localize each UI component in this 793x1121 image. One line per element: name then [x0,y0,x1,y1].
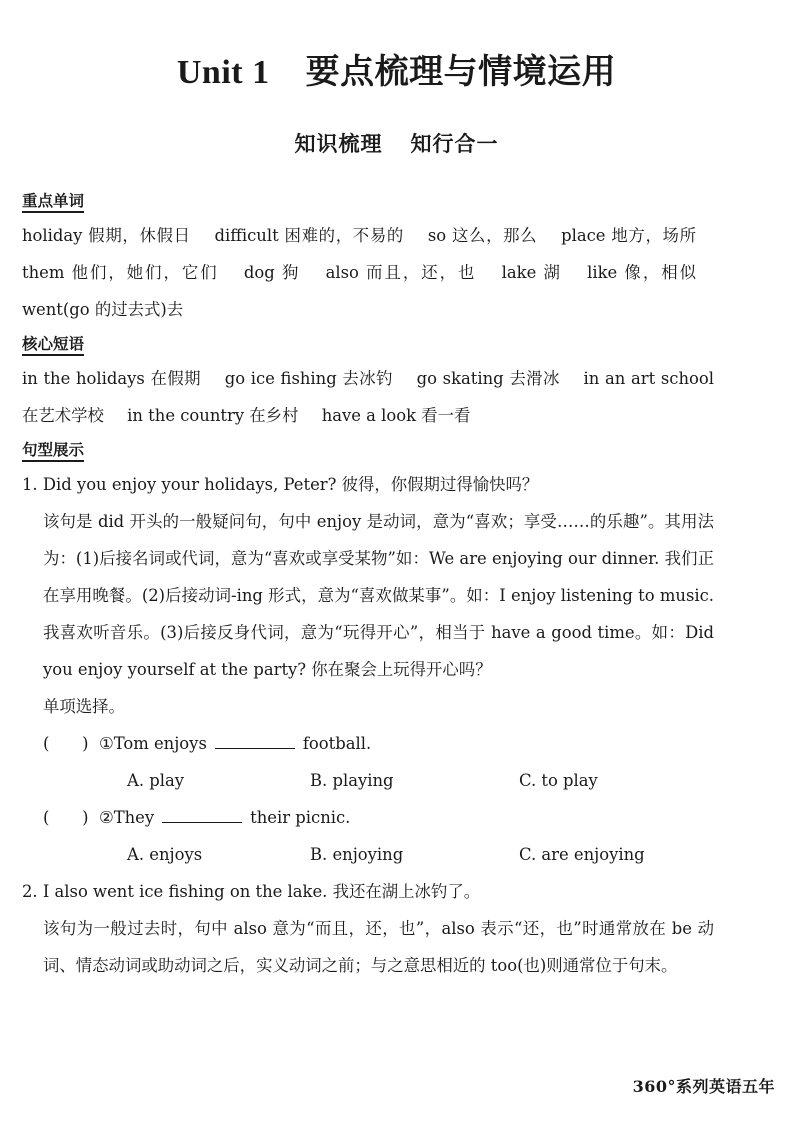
series-footer: 360°系列英语五年 [632,1077,775,1096]
subtitle-left: 知识梳理 [294,132,383,156]
option-c[interactable]: C. to play [519,771,598,790]
question-stem: ①Tom enjoys [99,734,207,753]
sentence-item-1 [22,466,714,873]
section-heading-phrases: 核心短语 [22,328,714,360]
phrase-list [22,360,714,434]
phrase-entry: in an art school 在艺术学校 [22,369,714,425]
word-entry: went(go 的过去式)去 [22,300,184,319]
sentence-item-2 [22,873,714,984]
unit-label: Unit 1 [176,54,270,91]
section-heading-sentences: 句型展示 [22,434,714,466]
option-a[interactable]: A. enjoys [127,845,203,864]
exercise-label: 单项选择。 [43,697,125,716]
question-stem-end: football. [302,734,372,753]
answer-blank[interactable] [162,806,242,823]
sentence-explanation: 该句为一般过去时，句中 also 意为“而且，还，也”，also 表示“还，也”时通常放在 be 动词、情态动词或助动词之后，实义动词之前；与之意思相近的 too(也)则通常位于句末。 [43,919,714,975]
phrase-entry: in the holidays 在假期 [22,369,202,388]
exercise-question [22,799,714,873]
section-subtitle [0,128,793,160]
key-sentence: 2. I also went ice fishing on the lake. 我还在湖上冰钓了。 [22,882,481,901]
word-entry: like 像，相似 [587,263,696,282]
word-entry: them 他们，她们，它们 [22,263,219,282]
option-row [22,836,714,873]
question-stem-end: their picnic. [250,808,351,827]
unit-topic: 要点梳理与情境运用 [305,54,617,91]
sentence-explanation: 该句是 did 开头的一般疑问句，句中 enjoy 是动词，意为“喜欢；享受……的乐趣”。其用法为：(1)后接名词或代词，意为“喜欢或享受某物”如：We are enjoying our dinner. 我们正在享用晚餐。(2)后接动词-ing 形式，意为“喜欢做某事”。如：I enjoy listening to music. 我喜欢听音乐。(3)后接反身代词，意为“玩得开心”，相当于 have a good time。如：Did you enjoy yourself at the party? 你在聚会上玩得开心吗？ [43,512,714,679]
word-entry: holiday 假期，休假日 [22,226,191,245]
word-list [22,217,714,328]
phrase-entry: go ice fishing 去冰钓 [224,369,393,388]
option-c[interactable]: C. are enjoying [519,845,645,864]
phrase-entry: go skating 去滑冰 [416,369,560,388]
exercise-question [22,725,714,799]
word-entry: also 而且，还，也 [325,263,477,282]
word-entry: lake 湖 [501,263,562,282]
phrase-entry: have a look 看一看 [321,406,471,425]
section-heading-words: 重点单词 [22,185,714,217]
option-b[interactable]: B. enjoying [310,845,404,864]
answer-paren[interactable]: ( ) [43,808,89,827]
content-body [22,185,714,984]
answer-blank[interactable] [215,732,295,749]
word-entry: place 地方，场所 [561,226,696,245]
option-row [22,762,714,799]
key-sentence: 1. Did you enjoy your holidays, Peter? 彼得，你假期过得愉快吗？ [22,475,539,494]
subtitle-right: 知行合一 [410,132,499,156]
page-title [0,50,793,96]
answer-paren[interactable]: ( ) [43,734,89,753]
phrase-entry: in the country 在乡村 [127,406,299,425]
word-entry: dog 狗 [243,263,301,282]
question-stem: ②They [99,808,155,827]
option-b[interactable]: B. playing [310,771,394,790]
word-entry: difficult 困难的，不易的 [214,226,404,245]
word-entry: so 这么，那么 [427,226,538,245]
option-a[interactable]: A. play [127,771,185,790]
